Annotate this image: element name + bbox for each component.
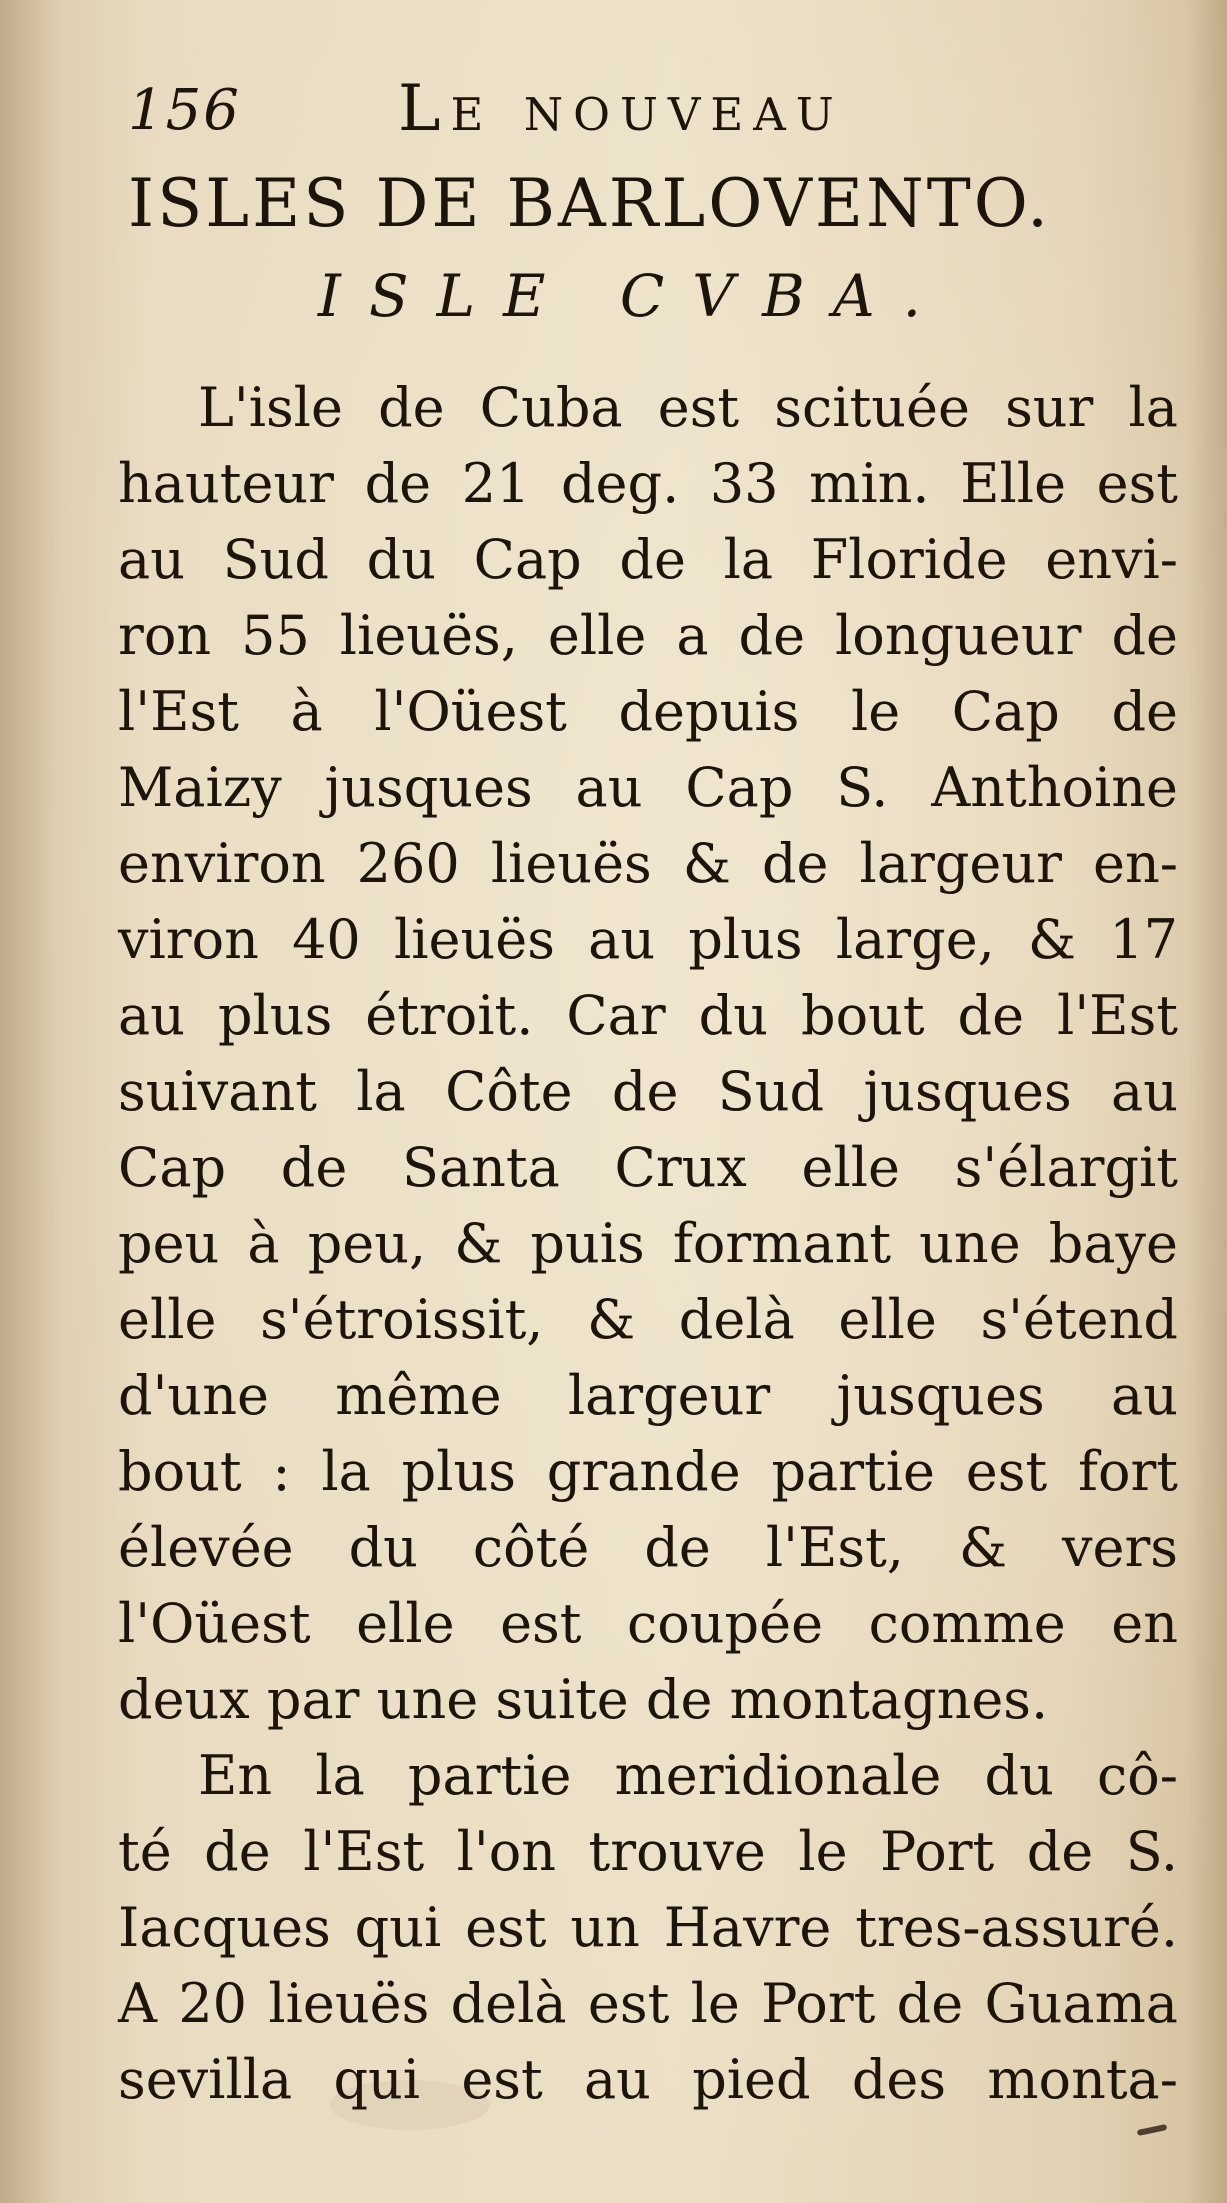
text-line: L'isle de Cuba est scituée sur la <box>198 376 1178 439</box>
body-text <box>118 370 1178 2118</box>
text-line: deux par une suite de montagnes. <box>118 1668 1049 1731</box>
text-line: Iacques qui est un Havre tres-assuré. <box>118 1896 1178 1959</box>
text-line: peu à peu, & puis formant une baye <box>118 1212 1178 1275</box>
text-line: environ 260 lieuës & de largeur en- <box>118 832 1178 895</box>
page-number: 156 <box>128 78 241 143</box>
text-line: d'une même largeur jusques au <box>118 1364 1178 1427</box>
text-line: ron 55 lieuës, elle a de longueur de <box>118 604 1178 667</box>
text-line: sevilla qui est au pied des monta- <box>118 2048 1178 2111</box>
paper-smudge <box>330 2080 490 2130</box>
text-line: l'Est à l'Oüest depuis le Cap de <box>118 680 1178 743</box>
catchword-mark <box>1137 2124 1168 2136</box>
text-line: té de l'Est l'on trouve le Port de S. <box>118 1820 1178 1883</box>
running-head: Le nouveau <box>398 72 844 146</box>
subtitle: ISLE CVBA. <box>317 262 950 330</box>
page-header <box>128 72 1168 152</box>
text-line: En la partie meridionale du cô- <box>198 1744 1178 1807</box>
text-line: bout : la plus grande partie est fort <box>118 1440 1178 1503</box>
section-title: ISLES DE BARLOVENTO. <box>128 165 1052 242</box>
text-line: elle s'étroissit, & delà elle s'étend <box>118 1288 1178 1351</box>
text-line: viron 40 lieuës au plus large, & 17 <box>118 908 1178 971</box>
text-line: élevée du côté de l'Est, & vers <box>118 1516 1178 1579</box>
text-line: Maizy jusques au Cap S. Anthoine <box>118 756 1178 819</box>
text-line: hauteur de 21 deg. 33 min. Elle est <box>118 452 1178 515</box>
text-line: au plus étroit. Car du bout de l'Est <box>118 984 1178 1047</box>
text-line: Cap de Santa Crux elle s'élargit <box>118 1136 1178 1199</box>
text-line: l'Oüest elle est coupée comme en <box>118 1592 1178 1655</box>
text-line: suivant la Côte de Sud jusques au <box>118 1060 1178 1123</box>
text-line: au Sud du Cap de la Floride envi- <box>118 528 1178 591</box>
text-line: A 20 lieuës delà est le Port de Guama <box>118 1972 1178 2035</box>
